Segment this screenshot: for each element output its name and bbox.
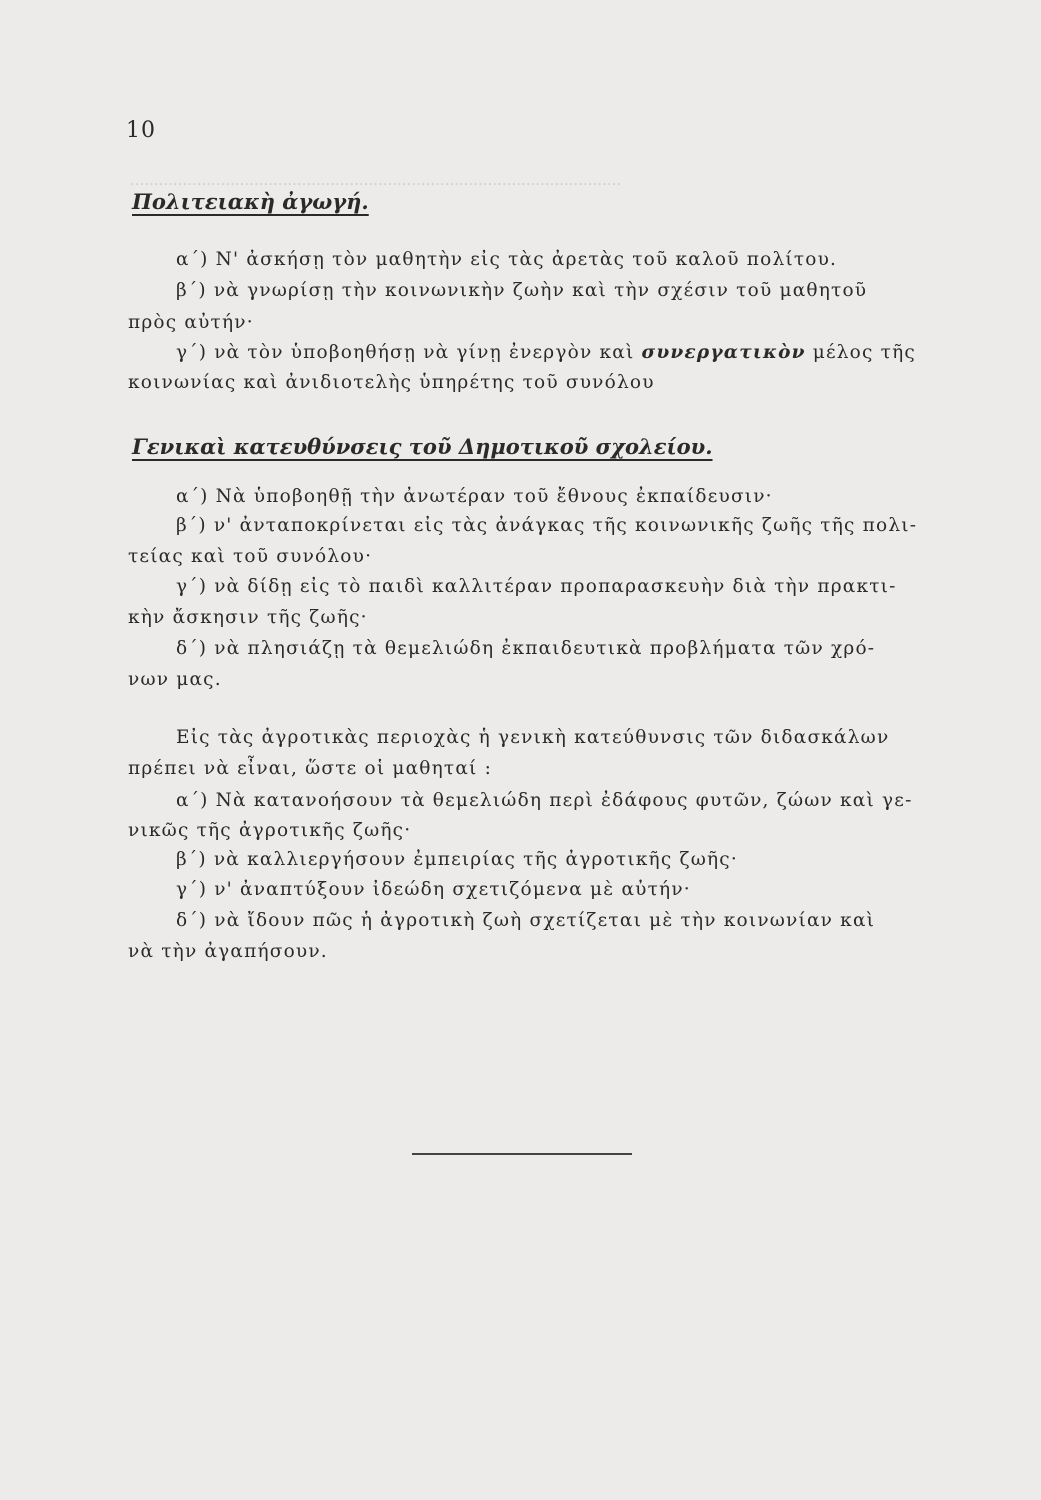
direction-line: γ΄) ν' ἀναπτύξουν ἰδεώδη σχετιζόμενα μὲ αὐτήν· — [176, 879, 691, 900]
section-divider — [412, 1153, 632, 1155]
direction-line: τείας καὶ τοῦ συνόλου· — [128, 546, 373, 567]
direction-line: Εἰς τὰς ἀγροτικὰς περιοχὰς ἡ γενικὴ κατεύθυνσις τῶν διδασκάλων — [176, 727, 890, 748]
civic-item-a: α΄) Ν' ἀσκήσῃ τὸν μαθητὴν εἰς τὰς ἀρετὰς τοῦ καλοῦ πολίτου. — [176, 249, 838, 270]
civic-item-c — [176, 341, 916, 365]
civic-item-c-text-end: μέλος τῆς — [812, 342, 916, 363]
direction-line: β΄) νὰ καλλιεργήσουν ἐμπειρίας τῆς ἀγροτικῆς ζωῆς· — [176, 849, 738, 870]
civic-item-c-text: γ΄) νὰ τὸν ὑποβοηθήσῃ νὰ γίνῃ ἐνεργὸν καὶ — [176, 342, 635, 363]
bleed-through: ······································································································· — [130, 175, 622, 193]
direction-line: νων μας. — [128, 669, 222, 690]
direction-line: δ΄) νὰ πλησιάζῃ τὰ θεμελιώδη ἐκπαιδευτικὰ προβλήματα τῶν χρό- — [176, 638, 876, 659]
direction-line: κὴν ἄσκησιν τῆς ζωῆς· — [128, 607, 368, 628]
direction-line: νὰ τὴν ἀγαπήσουν. — [128, 941, 328, 962]
page-number: 10 — [126, 118, 156, 143]
civic-item-c-emphasis: συνεργατικὸν — [641, 342, 806, 363]
direction-line: νικῶς τῆς ἀγροτικῆς ζωῆς· — [128, 820, 412, 841]
civic-item-b: β΄) νὰ γνωρίσῃ τὴν κοινωνικὴν ζωὴν καὶ τὴν σχέσιν τοῦ μαθητοῦ — [176, 280, 868, 301]
direction-line: α΄) Νὰ κατανοήσουν τὰ θεμελιώδη περὶ ἐδάφους φυτῶν, ζώων καὶ γε- — [176, 790, 913, 811]
direction-line: β΄) ν' ἀνταποκρίνεται εἰς τὰς ἀνάγκας τῆς κοινωνικῆς ζωῆς τῆς πολι- — [176, 515, 918, 536]
direction-line: γ΄) νὰ δίδῃ εἰς τὸ παιδὶ καλλιτέραν προπαρασκευὴν διὰ τὴν πρακτι- — [176, 576, 897, 597]
direction-line: πρέπει νὰ εἶναι, ὥστε οἱ μαθηταί : — [128, 758, 493, 779]
section-title-civic: Πολιτειακὴ ἀγωγή. — [132, 189, 369, 214]
direction-line: α΄) Νὰ ὑποβοηθῇ τὴν ἀνωτέραν τοῦ ἔθνους ἐκπαίδευσιν· — [176, 486, 773, 507]
civic-item-b-cont: πρὸς αὐτήν· — [128, 312, 254, 333]
section-title-directions: Γενικαὶ κατευθύνσεις τοῦ Δημοτικοῦ σχολείου. — [132, 434, 713, 459]
direction-line: δ΄) νὰ ἴδουν πῶς ἡ ἀγροτικὴ ζωὴ σχετίζεται μὲ τὴν κοινωνίαν καὶ — [176, 910, 876, 931]
civic-item-c-cont: κοινωνίας καὶ ἀνιδιοτελὴς ὑπηρέτης τοῦ συνόλου — [128, 372, 655, 393]
